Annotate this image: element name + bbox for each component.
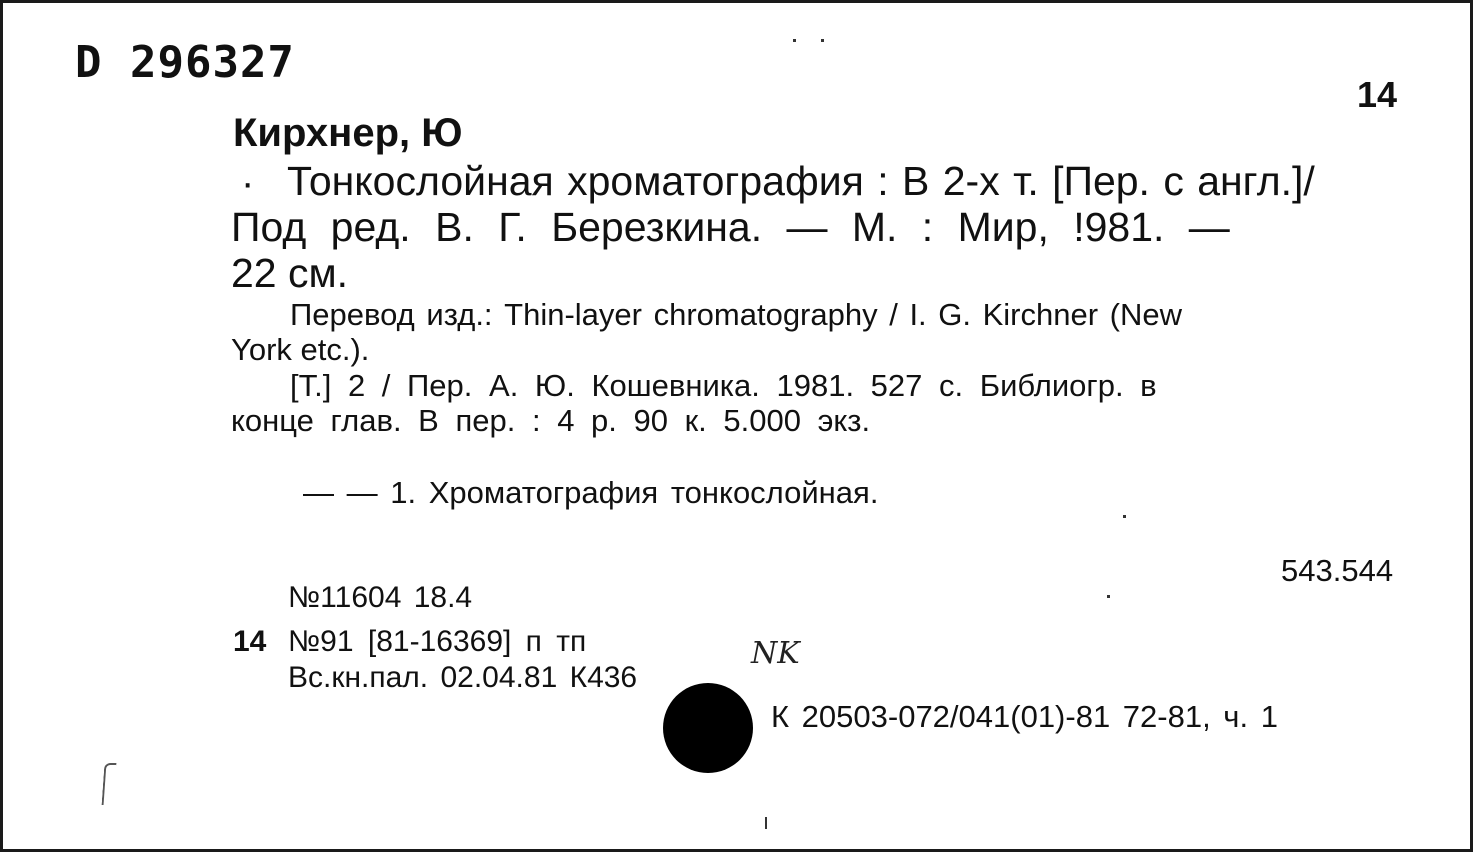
call-number: D 296327 (75, 37, 295, 88)
speck (793, 39, 796, 42)
udc-code: 543.544 (1281, 553, 1394, 588)
handwritten-initials: NK (751, 636, 800, 671)
speck (821, 39, 824, 42)
pencil-mark (102, 763, 117, 805)
title-marker: · (241, 161, 255, 205)
registry-prefix: 14 (233, 625, 267, 658)
speck (1123, 515, 1126, 518)
note-line-2: York etc.). (231, 332, 370, 367)
title-line-1: Тонкослойная хроматография : В 2-х т. [Пер. с англ.]/ (287, 158, 1315, 204)
note-line-1: Перевод изд.: Thin-layer chromatography / I. G. Kirchner (New (290, 297, 1182, 332)
punch-hole (663, 683, 753, 773)
speck (1107, 595, 1110, 598)
title-line-2: Под ред. В. Г. Березкина. — М. : Мир, !981. — (231, 204, 1230, 250)
registry-line-2: №91 [81-16369] п тп (288, 625, 587, 658)
title-line-3: 22 см. (231, 250, 349, 296)
bbk-line: К 20503-072/041(01)-81 72-81, ч. 1 (771, 699, 1278, 734)
registry-line-3: Вс.кн.пал. 02.04.81 К436 (288, 661, 638, 694)
note-line-4: конце глав. В пер. : 4 р. 90 к. 5.000 экз. (231, 403, 871, 438)
subject-heading: — — 1. Хроматография тонкослойная. (303, 475, 879, 510)
author-heading: Кирхнер, Ю (233, 111, 463, 155)
registry-line-1: №11604 18.4 (288, 581, 473, 614)
speck (765, 817, 767, 829)
card-number: 14 (1357, 74, 1398, 115)
note-line-3: [Т.] 2 / Пер. А. Ю. Кошевника. 1981. 527 с. Библиогр. в (290, 368, 1157, 403)
